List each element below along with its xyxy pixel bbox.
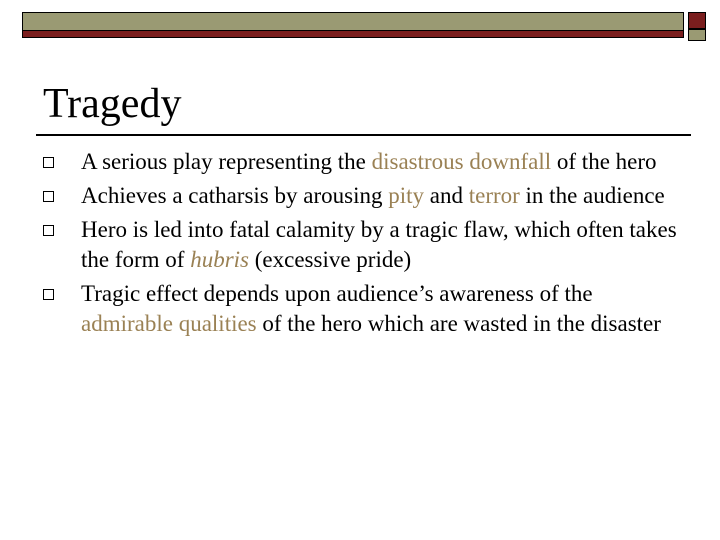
header-banner: [22, 12, 684, 38]
bullet-text-segment: of the hero which are wasted in the disaster: [256, 311, 661, 336]
banner-olive-stripe: [23, 13, 683, 30]
banner-maroon-stripe: [23, 30, 683, 38]
bullet-text: [81, 277, 683, 341]
bullet-text-segment: Hero is led into fatal calamity by a tragic flaw, which often takes the form of: [81, 217, 677, 272]
bullet-text: [81, 213, 683, 277]
highlight-admirable-qualities: admirable qualities: [81, 311, 257, 336]
bullet-list: [43, 145, 683, 341]
hollow-square-bullet-icon: [43, 225, 54, 236]
bullet-item: [43, 145, 683, 179]
bullet-text-segment: Tragic effect depends upon audience’s awareness of the: [81, 281, 593, 306]
hollow-square-bullet-icon: [43, 157, 54, 168]
bullet-text-segment: and: [424, 183, 469, 208]
hollow-square-bullet-icon: [43, 191, 54, 202]
bullet-text-segment: in the audience: [519, 183, 665, 208]
title-divider: [36, 134, 691, 136]
bullet-text-segment: (excessive pride): [249, 247, 412, 272]
bullet-text-segment: A serious play representing the: [81, 149, 372, 174]
bullet-text: [81, 179, 683, 213]
bullet-item: [43, 277, 683, 341]
highlight-terror: terror: [468, 183, 520, 208]
corner-square-maroon: [688, 12, 706, 29]
highlight-disastrous-downfall: disastrous downfall: [371, 149, 552, 174]
bullet-item: [43, 179, 683, 213]
highlight-pity: pity: [388, 183, 424, 208]
bullet-text-segment: Achieves a catharsis by arousing: [81, 183, 389, 208]
corner-square-olive: [688, 29, 706, 41]
bullet-text: [81, 145, 683, 179]
bullet-text-segment: of the hero: [551, 149, 657, 174]
hollow-square-bullet-icon: [43, 289, 54, 300]
bullet-item: [43, 213, 683, 277]
corner-decoration: [688, 12, 708, 42]
highlight-hubris: hubris: [190, 247, 250, 272]
slide-title: Tragedy: [43, 81, 182, 127]
